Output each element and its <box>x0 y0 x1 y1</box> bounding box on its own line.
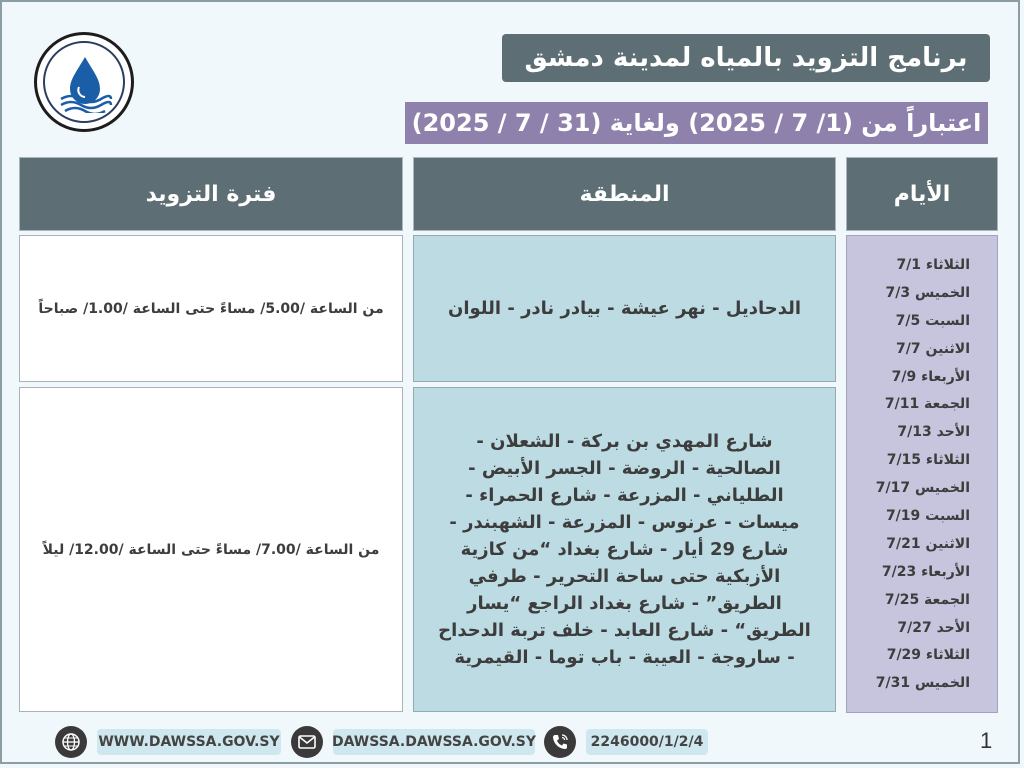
day-item: السبت 7/19 <box>885 508 970 525</box>
area-cell-row-1: الدحاديل - نهر عيشة - بيادر نادر - اللوان <box>413 235 836 382</box>
day-item: الثلاثاء 7/1 <box>896 257 970 273</box>
page-number: 1 <box>980 728 993 753</box>
day-item: الخميس 7/17 <box>875 480 970 497</box>
day-item: الثلاثاء 7/15 <box>886 452 970 469</box>
day-item: الأربعاء 7/23 <box>881 563 970 580</box>
period-column-header: فترة التزويد <box>19 157 403 231</box>
date-range-banner: اعتباراً من (1/ 7 / 2025) ولغاية (31 / 7 / 2025) <box>405 102 988 144</box>
day-item: الثلاثاء 7/29 <box>886 647 970 664</box>
days-column-header: الأيام <box>846 157 998 231</box>
area-column-header: المنطقة <box>413 157 836 231</box>
globe-icon <box>55 726 87 758</box>
day-item: الاثنين 7/21 <box>886 535 970 552</box>
water-drop-icon <box>57 53 113 113</box>
day-item: الخميس 7/31 <box>875 675 970 692</box>
day-item: الاثنين 7/7 <box>896 340 970 357</box>
day-item: الخميس 7/3 <box>885 284 970 301</box>
period-cell-row-1: من الساعة /5.00/ مساءً حتى الساعة /1.00/ صباحاً <box>19 235 403 382</box>
day-item: الجمعة 7/25 <box>884 591 970 608</box>
phone-number[interactable]: 2246000/1/2/4 <box>586 729 708 755</box>
day-item: الأحد 7/13 <box>897 424 970 441</box>
day-item: الأربعاء 7/9 <box>891 368 970 385</box>
page-title: برنامج التزويد بالمياه لمدينة دمشق <box>502 34 990 82</box>
area-cell-row-2: شارع المهدي بن بركة - الشعلان - الصالحية - الروضة - الجسر الأبيض - الطلياني - المزرعة - شارع الحمراء - ميسات - عرنوس - المزرعة - الشهبندر - شارع 29 أيار - شارع بغداد “من كازية الأزبكية حتى ساحة التحرير - طرفي الطريق” - شارع بغداد الراجع “يسار الطريق“ - شارع العابد - خلف تربة الدحداح - ساروجة - العيبة - باب توما - القيمرية <box>413 387 836 712</box>
organization-logo <box>34 32 134 132</box>
email-link[interactable]: DAWSSA.DAWSSA.GOV.SY <box>333 729 535 755</box>
days-list <box>846 235 998 713</box>
mail-icon <box>291 726 323 758</box>
period-cell-row-2: من الساعة /7.00/ مساءً حتى الساعة /12.00/ ليلاً <box>19 387 403 712</box>
website-link[interactable]: WWW.DAWSSA.GOV.SY <box>97 729 281 755</box>
day-item: السبت 7/5 <box>895 312 970 329</box>
phone-icon <box>544 726 576 758</box>
day-item: الجمعة 7/11 <box>884 396 970 413</box>
day-item: الأحد 7/27 <box>897 619 970 636</box>
